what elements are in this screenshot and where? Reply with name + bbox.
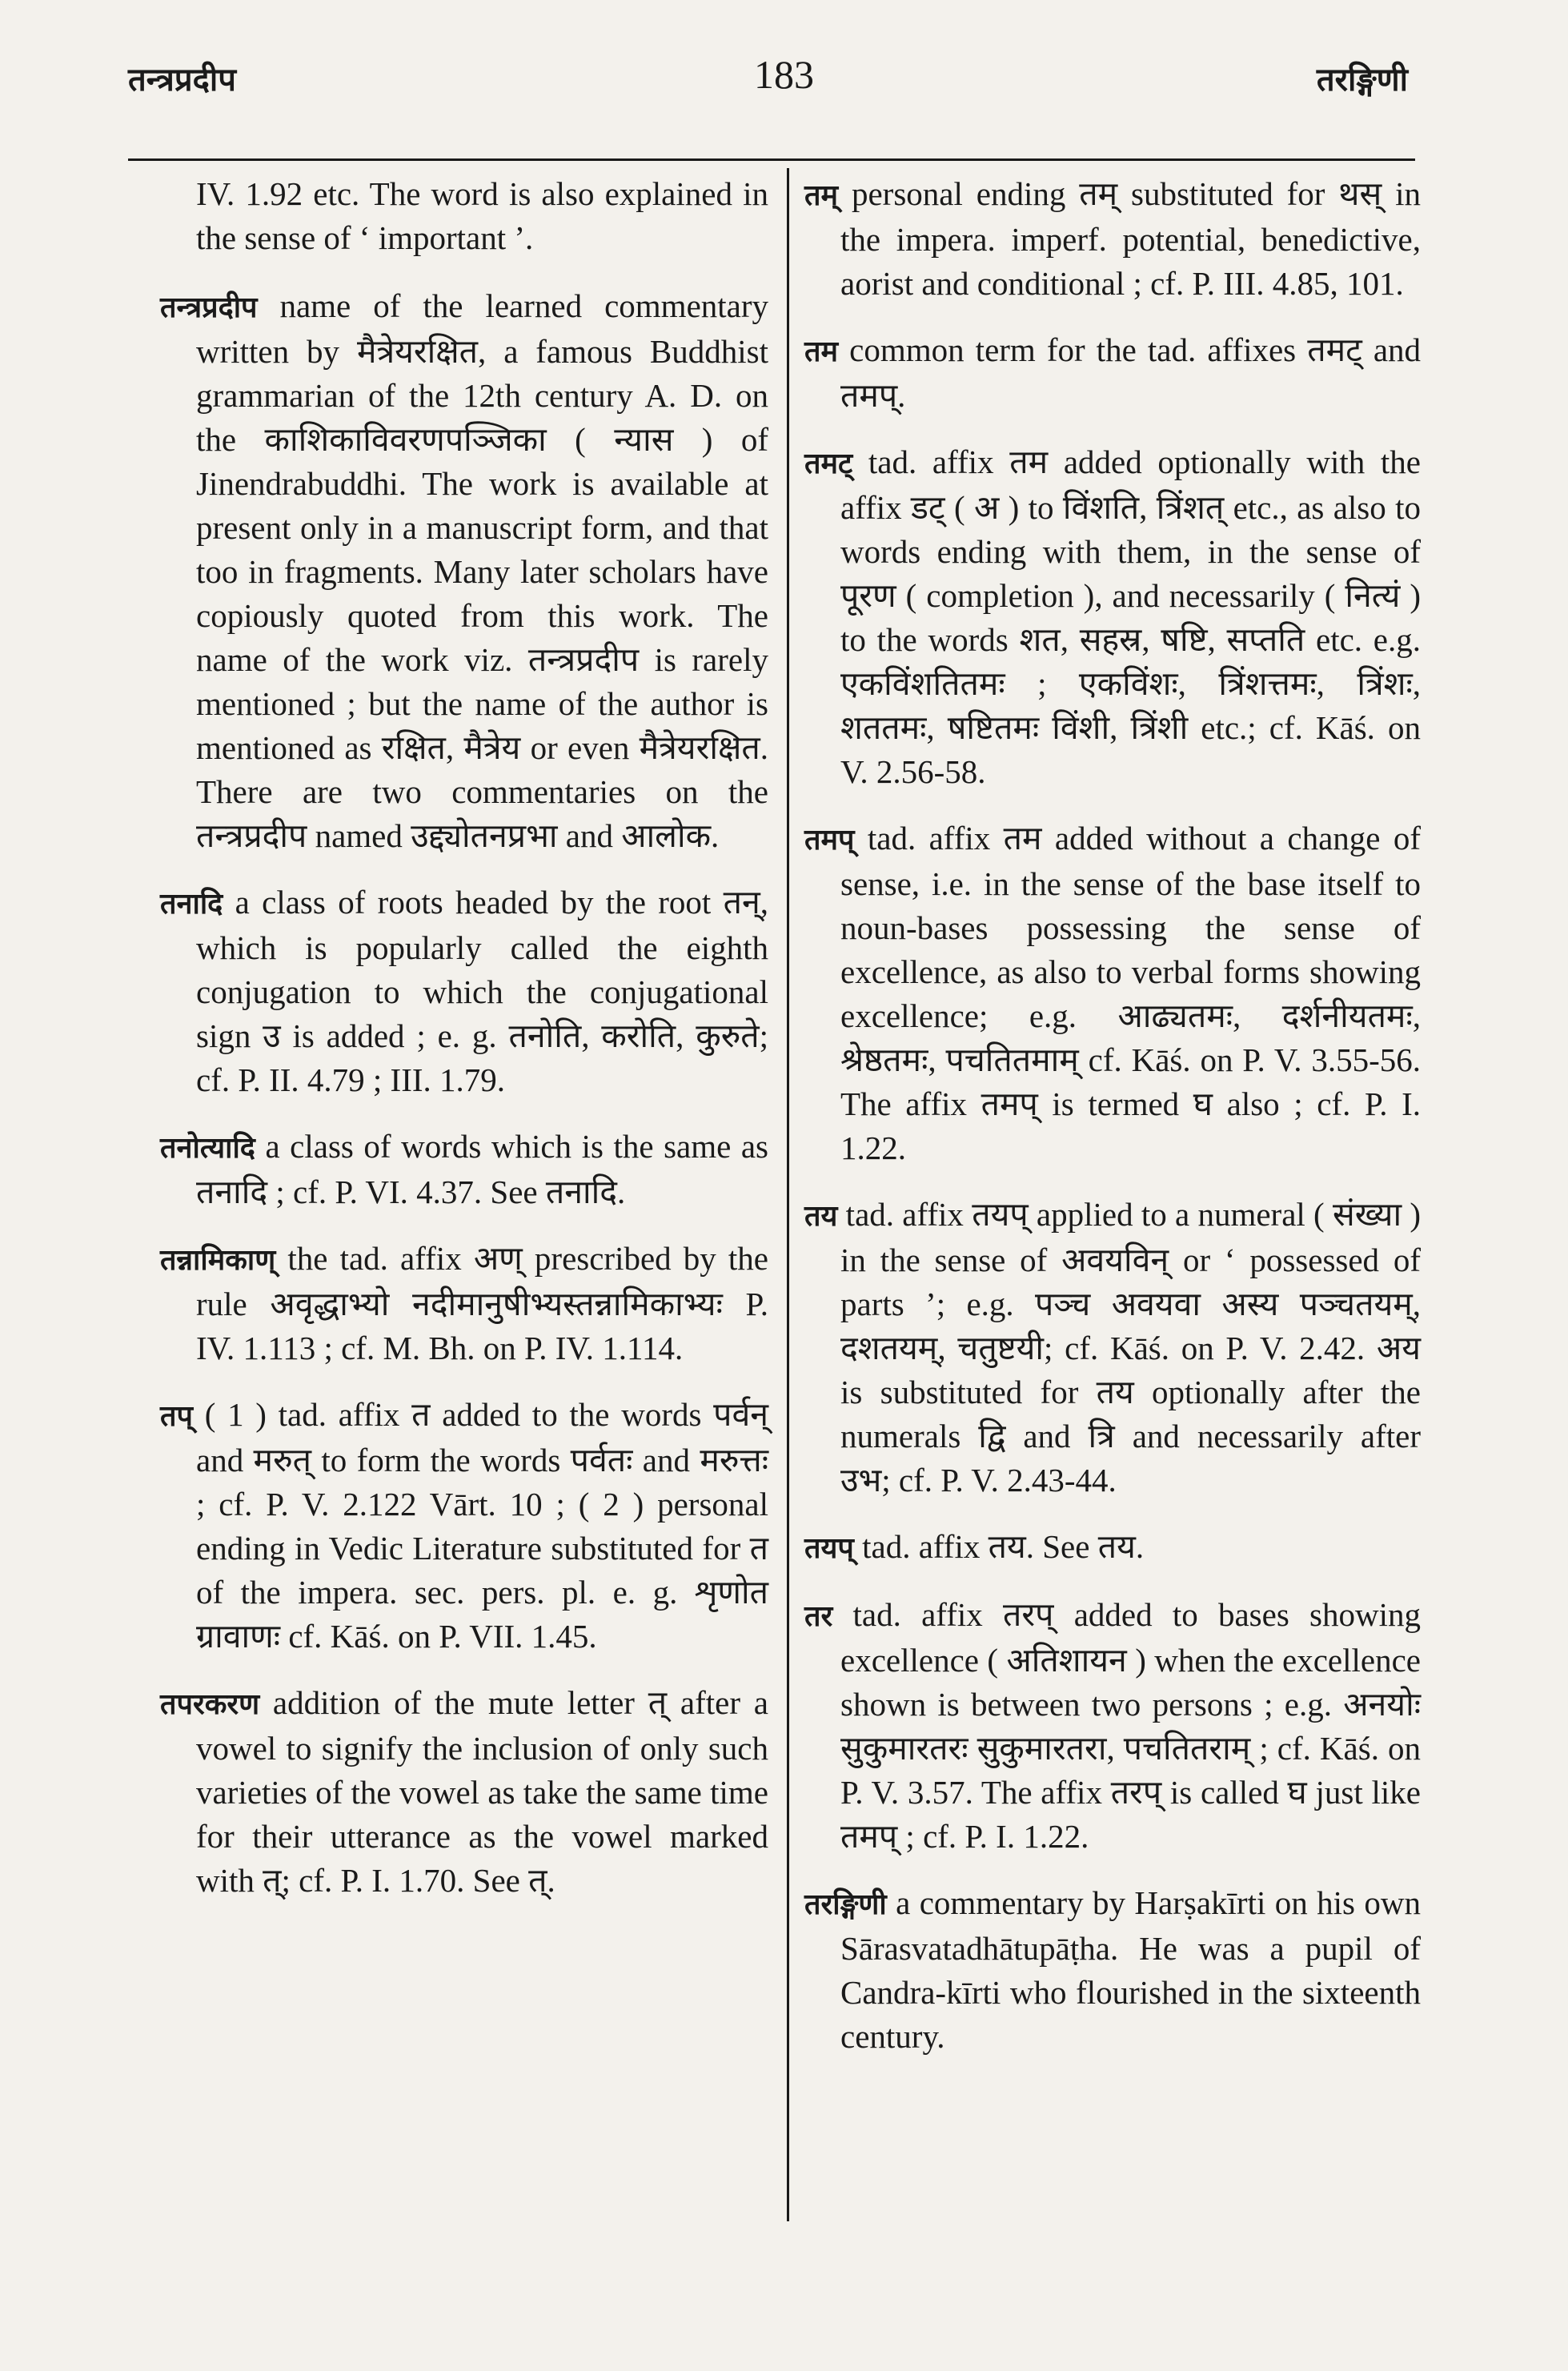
entry-taparakarana — [160, 1681, 768, 1903]
entry-tap — [160, 1393, 768, 1659]
continued-entry: IV. 1.92 etc. The word is also explained in the sense of ‘ important ’. — [196, 175, 768, 256]
right-column — [804, 172, 1421, 2081]
headword: तय — [804, 1200, 838, 1233]
entry-tanadi — [160, 881, 768, 1102]
headword: तपरकरण — [160, 1688, 260, 1721]
definition: ( 1 ) tad. affix त added to the words पर्वन् and मरुत् to form the words पर्वतः and मरुत्तः ; cf. P. V. 2.122 Vārt. 10 ; ( 2 ) personal ending in Vedic Literature substituted for त of the impera. sec. pers. pl. e. g. शृणोत ग्रावाणः cf. Kāś. on P. VII. 1.45. — [196, 1396, 769, 1655]
definition: the tad. affix अण् prescribed by the rule अवृद्धाभ्यो नदीमानुषीभ्यस्तन्नामिकाभ्यः P. IV. 1.113 ; cf. M. Bh. on P. IV. 1.114. — [196, 1240, 769, 1366]
headword: तन्नामिकाण् — [160, 1244, 276, 1277]
definition: tad. affix तय. See तय. — [862, 1528, 1145, 1565]
definition: a commentary by Harṣakīrti on his own Sārasvatadhātupāṭha. He was a pupil of Candra-kīrti who flourished in the sixteenth century. — [840, 1884, 1422, 2055]
column-divider — [787, 168, 789, 2221]
headword: तन्त्रप्रदीप — [160, 291, 258, 324]
definition: a class of words which is the same as तनादि ; cf. P. VI. 4.37. See तनादि. — [196, 1128, 768, 1210]
headword: तम् — [804, 179, 839, 212]
entry-tannamikan — [160, 1237, 768, 1370]
entry-taya — [804, 1193, 1421, 1502]
left-column — [160, 172, 768, 1925]
entry-tantrapradipa — [160, 284, 768, 858]
entry-tamat — [804, 440, 1421, 794]
entry-tama — [804, 328, 1421, 418]
definition: tad. affix तम added optionally with the affix डट् ( अ ) to विंशति, त्रिंशत् etc., as also to words ending with them, in the sense of पूरण ( completion ), and necessarily ( नित्यं ) to the words शत, सहस्र, षष्टि, सप्तति etc. e.g. एकविंशतितमः ; एकविंशः, त्रिंशत्तमः, त्रिंशः, शततमः, षष्टितमः विंशी, त्रिंशी etc.; cf. Kāś. on V. 2.56-58. — [840, 443, 1421, 790]
definition: common term for the tad. affixes तमट् and तमप्. — [840, 331, 1422, 414]
page-number: 183 — [754, 52, 814, 97]
entry-tam-ending — [804, 172, 1421, 306]
definition: tad. affix तरप् added to bases showing excellence ( अतिशायन ) when the excellence shown is between two persons ; e.g. अनयोः सुकुमारतरः सुकुमारतरा, पचतितराम् ; cf. Kāś. on P. V. 3.57. The affix तरप् is called घ just like तमप् ; cf. P. I. 1.22. — [840, 1596, 1421, 1855]
definition: name of the learned commentary written by मैत्रेयरक्षित, a famous Buddhist grammarian of the 12th century A. D. on the काशिकाविवरणपञ्जिका ( न्यास ) of Jinendrabuddhi. The work is available at present only in a manuscript form, and that too in fragments. Many later scholars have copiously quoted from this work. The name of the work viz. तन्त्रप्रदीप is rarely mentioned ; but the name of the author is mentioned as रक्षित, मैत्रेय or even मैत्रेयरक्षित. There are two commentaries on the तन्त्रप्रदीप named उद्द्योतनप्रभा and आलोक. — [196, 287, 769, 854]
headword: तयप् — [804, 1532, 854, 1565]
entry-tara — [804, 1593, 1421, 1859]
definition: a class of roots headed by the root तन्, which is popularly called the eighth conjugation to which the conjugational sign उ is added ; e. g. तनोति, करोति, कुरुते; cf. P. II. 4.79 ; III. 1.79. — [196, 884, 768, 1098]
headword: तमट् — [804, 447, 853, 480]
running-head-left: तन्त्रप्रदीप — [128, 61, 236, 98]
headword: तनादि — [160, 888, 223, 921]
entry-tanotyadi — [160, 1125, 768, 1214]
headword: तमप् — [804, 824, 855, 857]
entry-tarangini — [804, 1881, 1421, 2059]
headword: तप् — [160, 1400, 193, 1433]
headword: तनोत्यादि — [160, 1132, 255, 1165]
running-head-right: तरङ्गिणी — [1316, 61, 1408, 98]
definition: tad. affix तम added without a change of sense, i.e. in the sense of the base itself to noun-bases possessing the sense of excellence, as also to verbal forms showing excellence; e.g. आढ्यतमः, दर्शनीयतमः, श्रेष्ठतमः, पचतितमाम् cf. Kāś. on P. V. 3.55-56. The affix तमप् is termed घ also ; cf. P. I. 1.22. — [840, 820, 1421, 1166]
definition: personal ending तम् substituted for थस् in the impera. imperf. potential, benedictive, aorist and conditional ; cf. P. III. 4.85, 101. — [840, 175, 1421, 302]
headword: तरङ्गिणी — [804, 1888, 887, 1921]
definition: addition of the mute letter त् after a vowel to signify the inclusion of only such varieties of the vowel as take the same time for their utterance as the vowel marked with त्; cf. P. I. 1.70. See त्. — [196, 1684, 769, 1899]
entry-tamap — [804, 816, 1421, 1170]
headword: तम — [804, 335, 839, 368]
headword: तर — [804, 1600, 833, 1633]
entry-tayap — [804, 1525, 1421, 1571]
header-rule — [128, 158, 1415, 161]
definition: tad. affix तयप् applied to a numeral ( संख्या ) in the sense of अवयविन् or ‘ possessed of parts ’; e.g. पञ्च अवयवा अस्य पञ्चतयम्, दशतयम्, चतुष्टयी; cf. Kāś. on P. V. 2.42. अय is substituted for तय optionally after the numerals द्वि and त्रि and necessarily after उभ; cf. P. V. 2.43-44. — [840, 1196, 1421, 1498]
